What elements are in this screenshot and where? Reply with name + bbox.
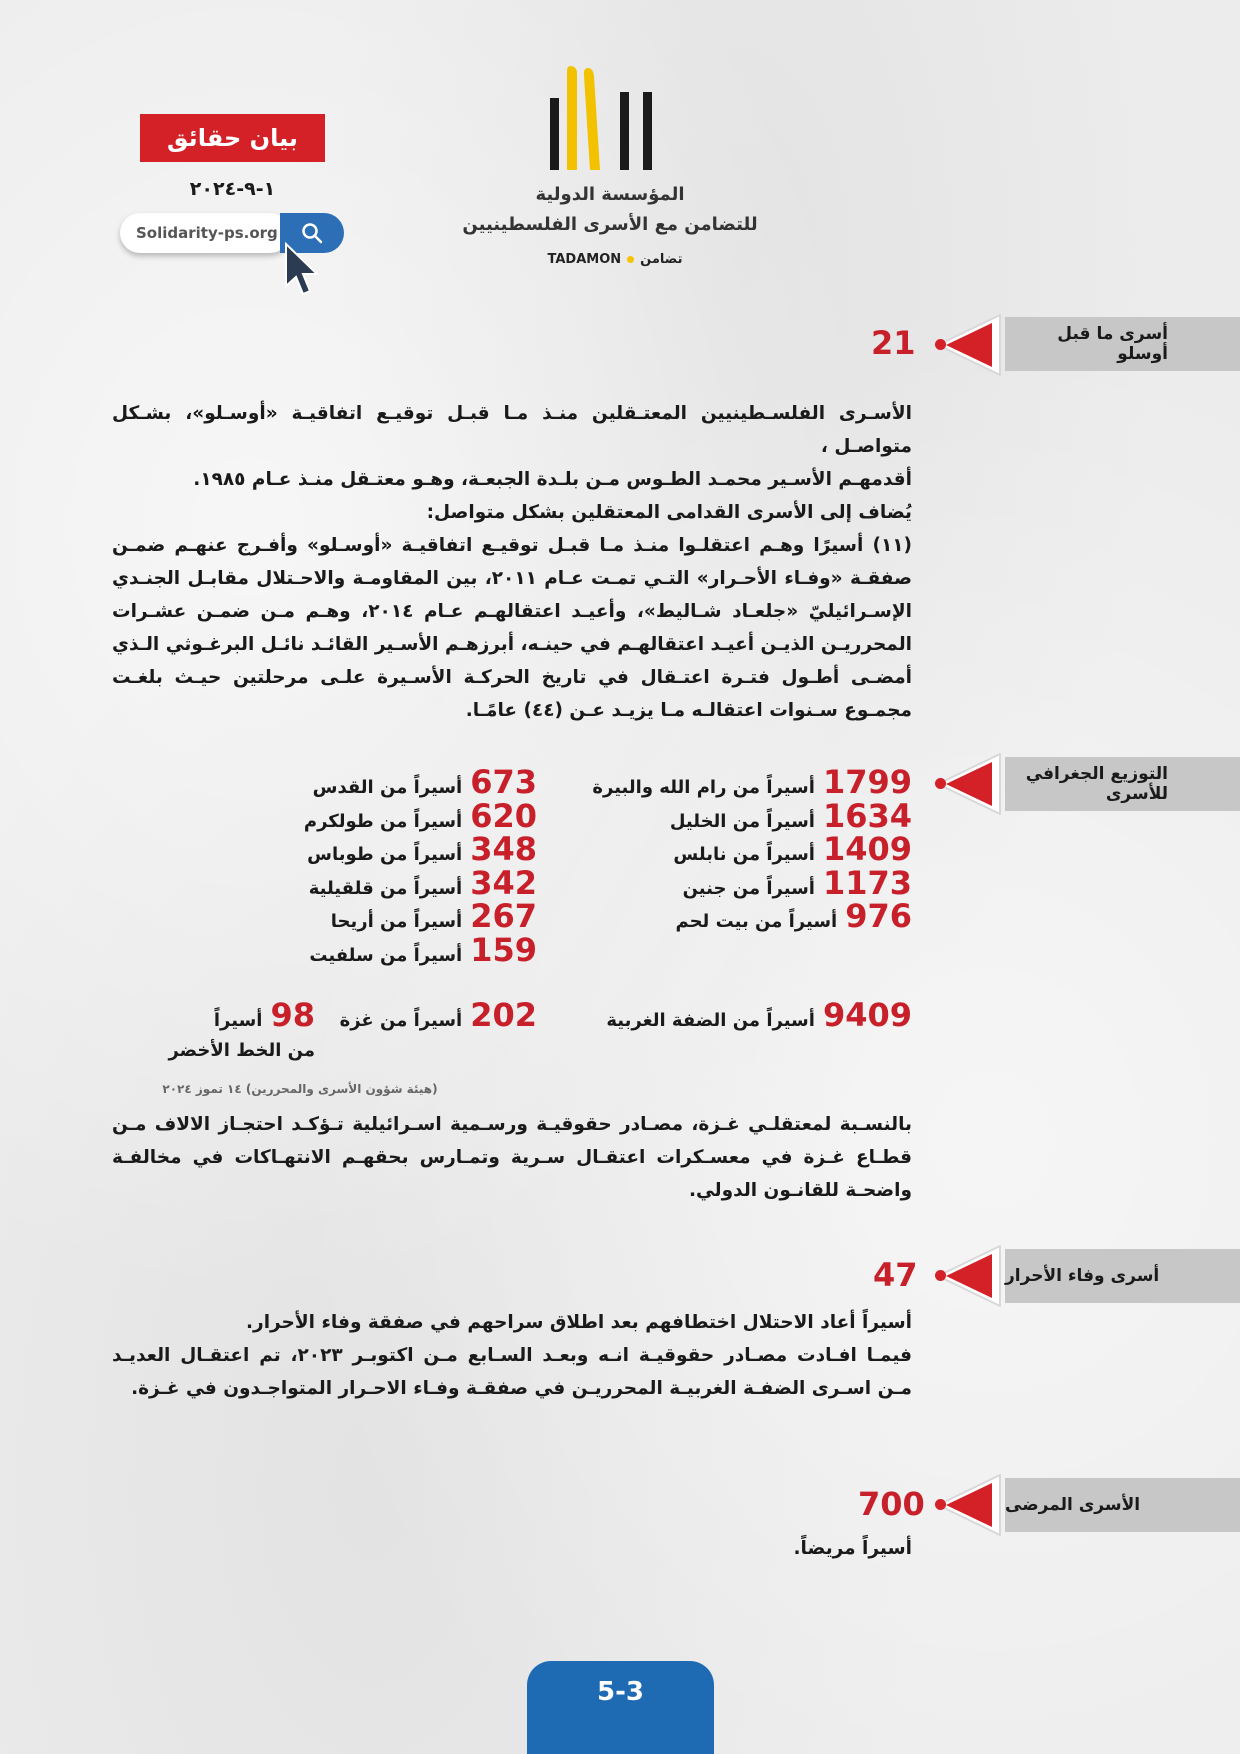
source-citation: (هيئة شؤون الأسرى والمحررين) ١٤ تموز ٢٠٢٤ (162, 1082, 438, 1096)
label: أسيراً من أريحا (330, 911, 463, 932)
pre-oslo-text (112, 397, 912, 727)
brand-arabic: تضامن (640, 252, 683, 267)
count: 1409 (822, 830, 912, 868)
fact-sheet-badge: بيان حقائق (140, 114, 325, 162)
mouse-pointer-icon (283, 242, 323, 300)
distribution-left-column (277, 763, 537, 969)
sick-text: أسيراً مريضاً. (793, 1538, 912, 1559)
list-item (572, 796, 912, 835)
paragraph: أقدمهـم الأسـير محمـد الطـوس مـن بلـدة الجبعـة، وهـو معتـقل منـذ عـام ١٩٨٥. (193, 469, 912, 490)
count: 98 (270, 996, 315, 1034)
count: 1634 (822, 796, 912, 835)
list-item (572, 897, 912, 935)
brand-latin: TADAMON (547, 252, 622, 267)
bullet-dot-icon (935, 778, 946, 789)
list-item (277, 897, 537, 935)
list-item (572, 763, 912, 801)
gaza-note: بالنسـبة لمعتقلـي غـزة، مصـادر حقوقيـة ورسـمية اسـرائيلية تـؤكـد احتجـاز الالاف مـن قطـاع غـزة في معسـكرات اعتقـال سـرية وتمـارس بحقهـم الانتهـاكات في مخالفـة واضحـة للقانـون الدولي. (112, 1114, 912, 1201)
label: أسيراً من بيت لحم (675, 911, 838, 932)
gaza-total (337, 996, 537, 1034)
page-number: 5-3 (527, 1661, 714, 1754)
list-item (572, 863, 912, 902)
paragraph: (١١) أسيرًا وهـم اعتقلـوا منـذ مـا قبـل توقيـع اتفاقيـة «أوسـلو» وأفـرج عنهـم ضمـن صفقـة «وفـاء الأحـرار» التـي تمـت عـام ٢٠١١، بين المقاومـة والاحـتلال مقابـل الجنـدي الإسـرائيليّ «جلعـاد شـاليط»، وأعيـد اعتقالهـم عـام ٢٠١٤، وهـم مـن ضمـن عشـرات المحرريـن الذيـن أعيـد اعتقالهـم في حينـه، أبرزهـم الأسـير القائـد نائـل البرغـوثي الـذي أمضـى أطـول فتـرة اعتـقال في تاريخ الحركـة الأسـيرة علـى مرحلتين حيـث بلغـت مجمـوع سـنوات اعتقالـه مـا يزيـد عـن (٤٤) عامًـا. (112, 535, 912, 721)
list-item (277, 796, 537, 835)
bullet-dot-icon (935, 1270, 946, 1281)
label: أسيراً من طوباس (307, 844, 463, 865)
westbank-total (572, 996, 912, 1034)
label: أسيراً من الخليل (669, 810, 815, 832)
pre-oslo-count: 21 (871, 324, 916, 362)
label: أسيراً من جنين (682, 877, 815, 899)
bullet-dot-icon (935, 339, 946, 350)
wafa-count: 47 (873, 1256, 918, 1294)
count: 159 (470, 930, 537, 969)
count: 348 (470, 830, 537, 868)
count: 202 (470, 996, 537, 1034)
label: أسيراً من سلفيت (309, 944, 463, 966)
count: 1799 (822, 763, 912, 801)
count: 342 (470, 863, 537, 902)
paragraph: أسيراً أعاد الاحتلال اختطافهم بعد اطلاق سراحهم في صفقة وفاء الأحرار. (246, 1312, 912, 1333)
green-line-label: من الخط الأخضر (168, 1040, 315, 1061)
tab-sick-prisoners: الأسرى المرضى (1005, 1478, 1240, 1532)
label: أسيراً (213, 1010, 263, 1031)
issue-date: ١-٩-٢٠٢٤ (189, 178, 276, 200)
tadamon-logo-icon (510, 62, 690, 174)
label: أسيراً من القدس (312, 777, 463, 798)
label: أسيراً من قلقيلية (308, 877, 463, 899)
org-name-line1: المؤسسة الدولية (535, 184, 685, 205)
label: أسيراً من غزة (339, 1010, 463, 1031)
sick-count: 700 (858, 1485, 925, 1523)
list-item (277, 930, 537, 969)
website-search-input[interactable]: Solidarity-ps.org (120, 213, 290, 253)
paragraph: يُضاف إلى الأسرى القدامى المعتقلين بشكل متواصل: (426, 502, 912, 523)
label: أسيراً من نابلس (673, 844, 815, 865)
list-item (277, 863, 537, 902)
brand-dot-icon (627, 256, 634, 263)
wafa-text (112, 1306, 912, 1405)
label: أسيراً من الضفة الغربية (606, 1010, 815, 1031)
count: 9409 (822, 996, 912, 1034)
count: 620 (470, 796, 537, 835)
brand-name (540, 252, 690, 267)
count: 976 (845, 897, 912, 935)
distribution-right-column (572, 763, 912, 935)
tab-geographic-distribution: التوزيع الجغرافي للأسرى (1005, 757, 1240, 811)
paragraph: الأسـرى الفلسـطينيين المعتـقلين منـذ مـا قبـل توقيـع اتفاقيـة «أوسـلو»، بشـكل متواصـل ، (112, 403, 912, 457)
green-line-total (195, 996, 315, 1034)
tab-wafa-al-ahrar-prisoners: أسرى وفاء الأحرار (1005, 1249, 1240, 1303)
bullet-dot-icon (935, 1499, 946, 1510)
tab-pre-oslo-prisoners: أسرى ما قبل أوسلو (1005, 317, 1240, 371)
label: أسيراً من طولكرم (303, 810, 463, 832)
label: أسيراً من رام الله والبيرة (592, 777, 815, 798)
count: 1173 (822, 863, 912, 902)
list-item (572, 830, 912, 868)
count: 673 (470, 763, 537, 801)
list-item (277, 830, 537, 868)
org-name-line2: للتضامن مع الأسرى الفلسطينيين (462, 214, 758, 235)
list-item (277, 763, 537, 801)
paragraph: فيمـا افـادت مصـادر حقوقيـة انـه وبعـد السـابع مـن اكتوبـر ٢٠٢٣، تم اعتقـال العديـد مـن اسـرى الضفـة الغربيـة المحرريـن في صفقـة وفـاء الاحـرار المتواجـدون في غـزة. (112, 1345, 913, 1399)
count: 267 (470, 897, 537, 935)
